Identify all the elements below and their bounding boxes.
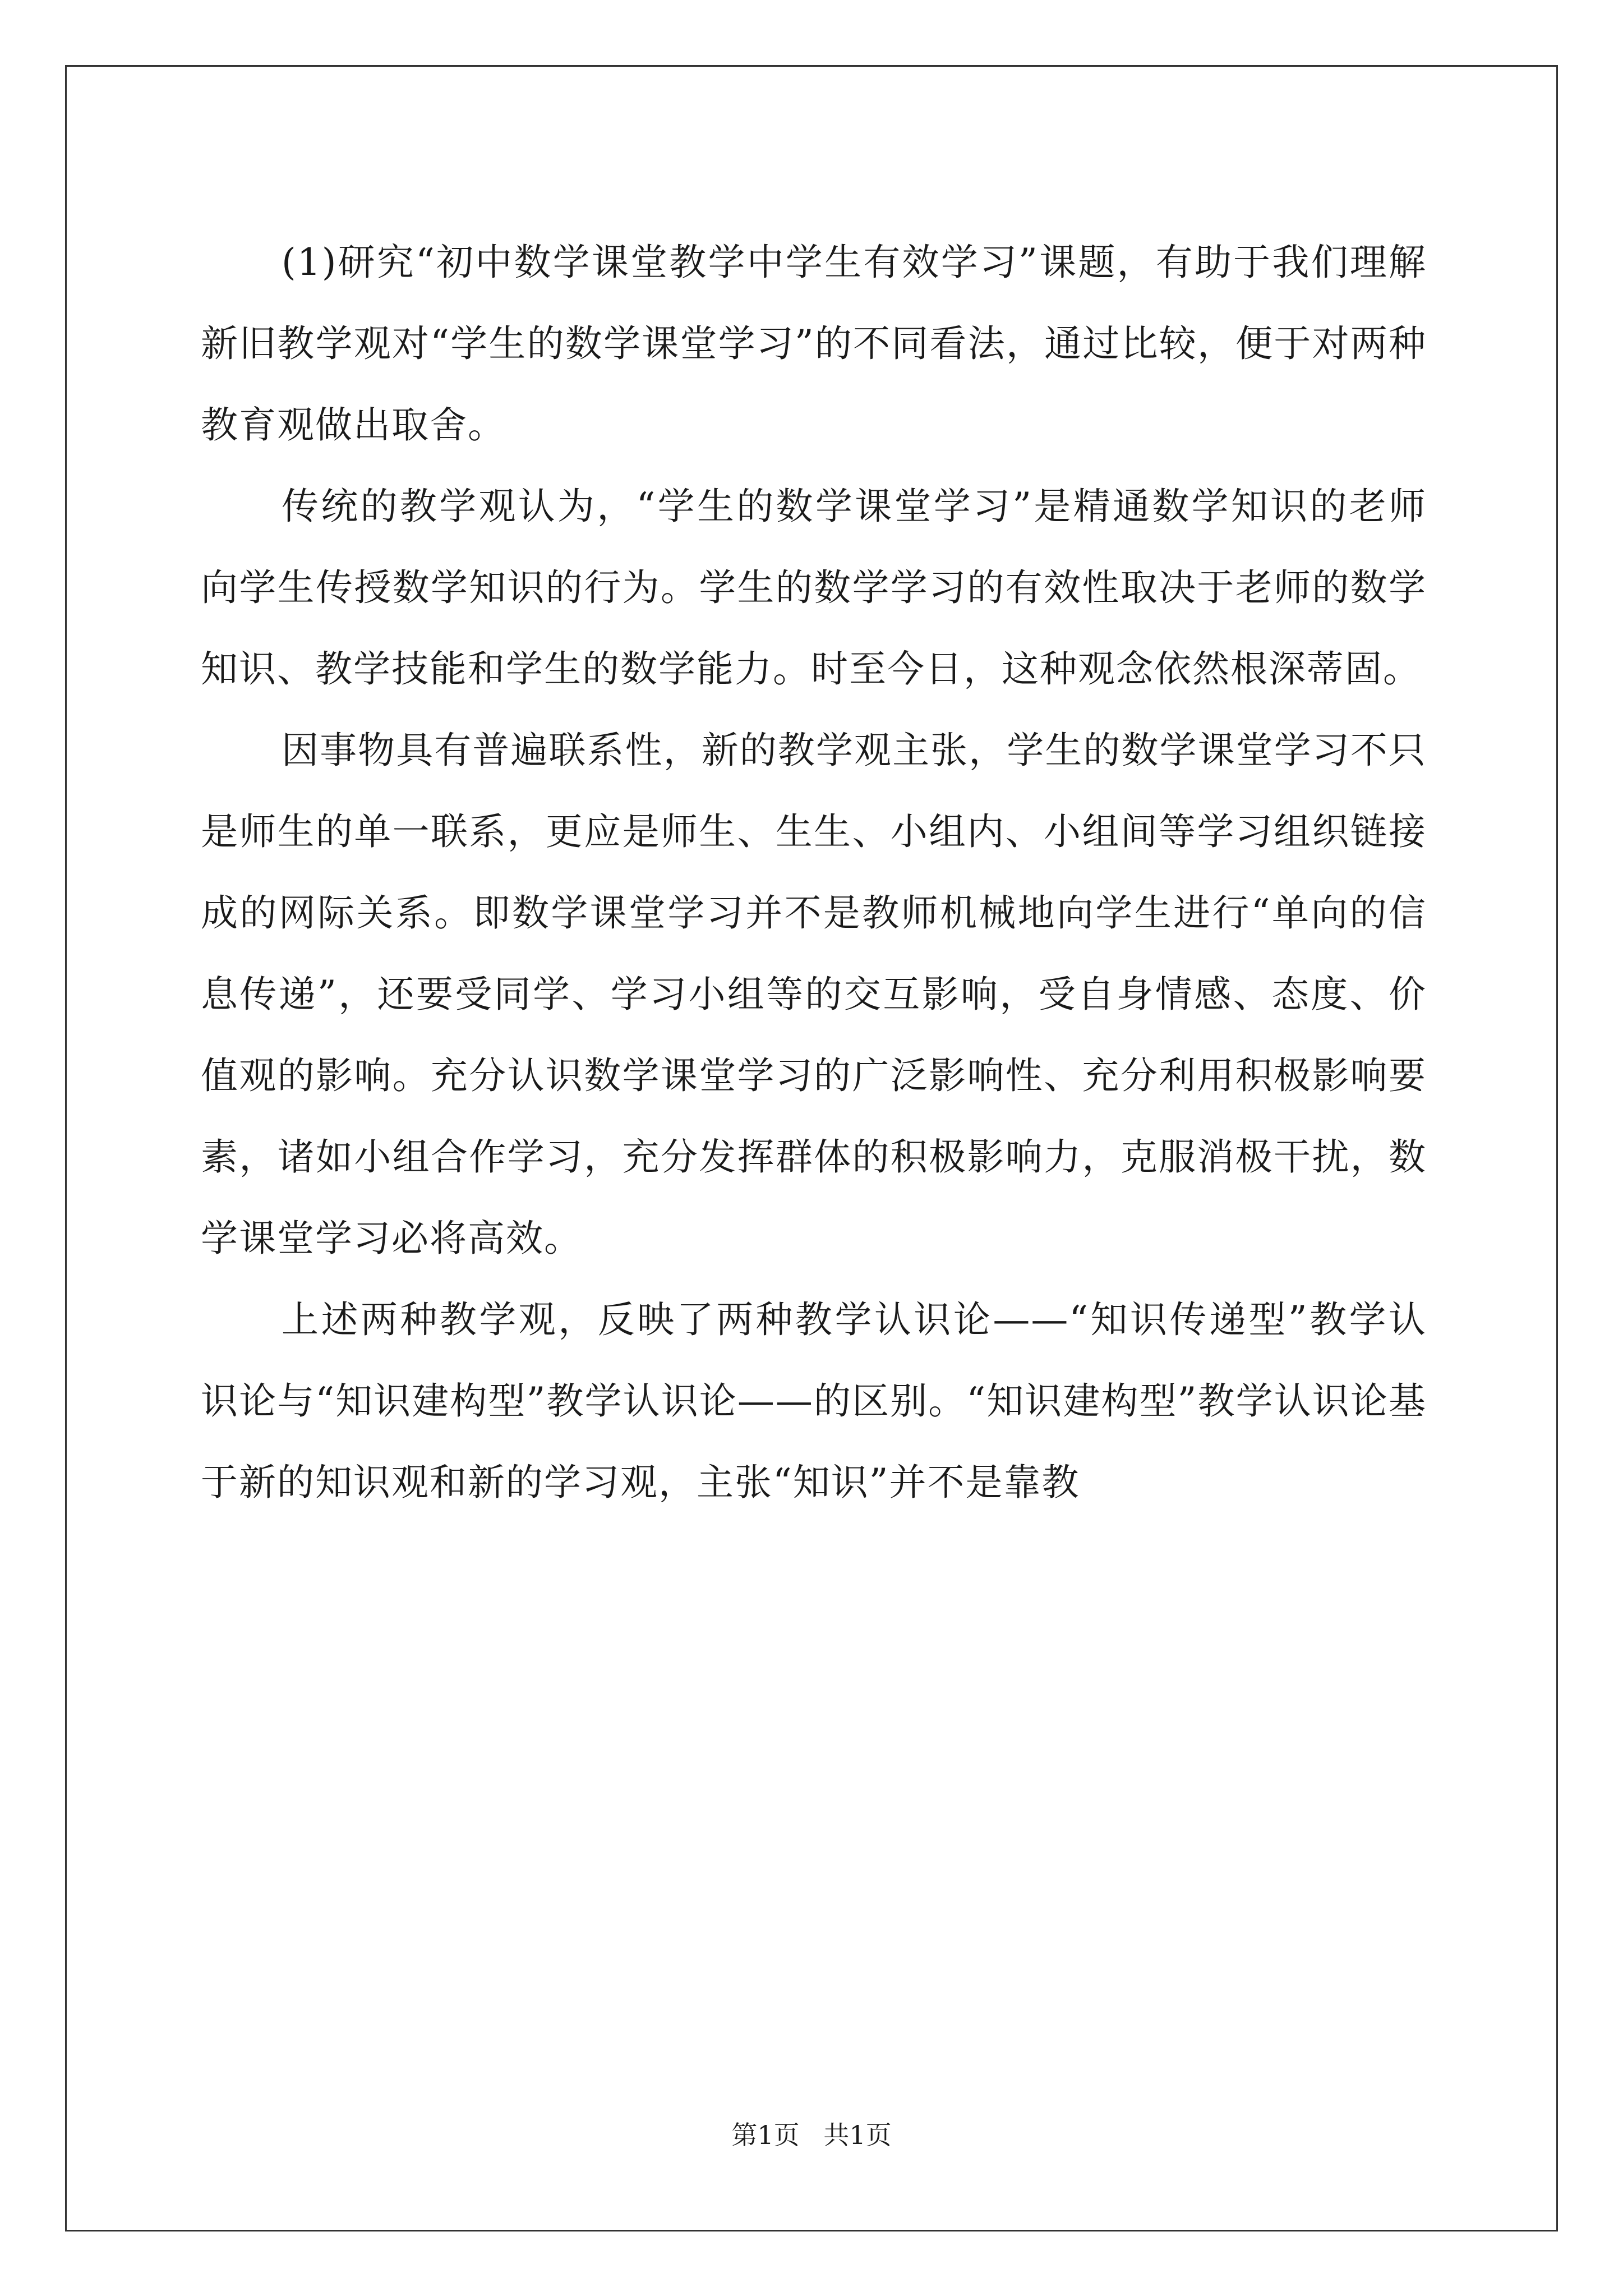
paragraph-3: 因事物具有普遍联系性，新的教学观主张，学生的数学课堂学习不只是师生的单一联系，更应是师生、生生、小组内、小组间等学习组织链接成的网际关系。即数学课堂学习并不是教师机械地向学生进行“单向的信息传递”，还要受同学、学习小组等的交互影响，受自身情感、态度、价值观的影响。充分认识数学课堂学习的广泛影响性、充分利用积极影响要素，诸如小组合作学习，充分发挥群体的积极影响力，克服消极干扰，数学课堂学习必将高效。 — [201, 729, 1427, 1260]
paragraph-2: 传统的教学观认为，“学生的数学课堂学习”是精通数学知识的老师向学生传授数学知识的行为。学生的数学学习的有效性取决于老师的数学知识、教学技能和学生的数学能力。时至今日，这种观念依然根深蒂固。 — [201, 485, 1427, 691]
page-number: 第1页 — [731, 2120, 800, 2150]
paragraph-4: 上述两种教学观，反映了两种教学认识论——“知识传递型”教学认识论与“知识建构型”教学认识论——的区别。“知识建构型”教学认识论基于新的知识观和新的学习观，主张“知识”并不是靠教 — [201, 1298, 1427, 1504]
page-total: 共1页 — [823, 2120, 892, 2150]
page-footer — [0, 2115, 1623, 2152]
document-body — [201, 222, 1427, 1523]
paragraph-1: (1)研究“初中数学课堂教学中学生有效学习”课题，有助于我们理解新旧教学观对“学生的数学课堂学习”的不同看法，通过比较，便于对两种教育观做出取舍。 — [201, 241, 1427, 447]
